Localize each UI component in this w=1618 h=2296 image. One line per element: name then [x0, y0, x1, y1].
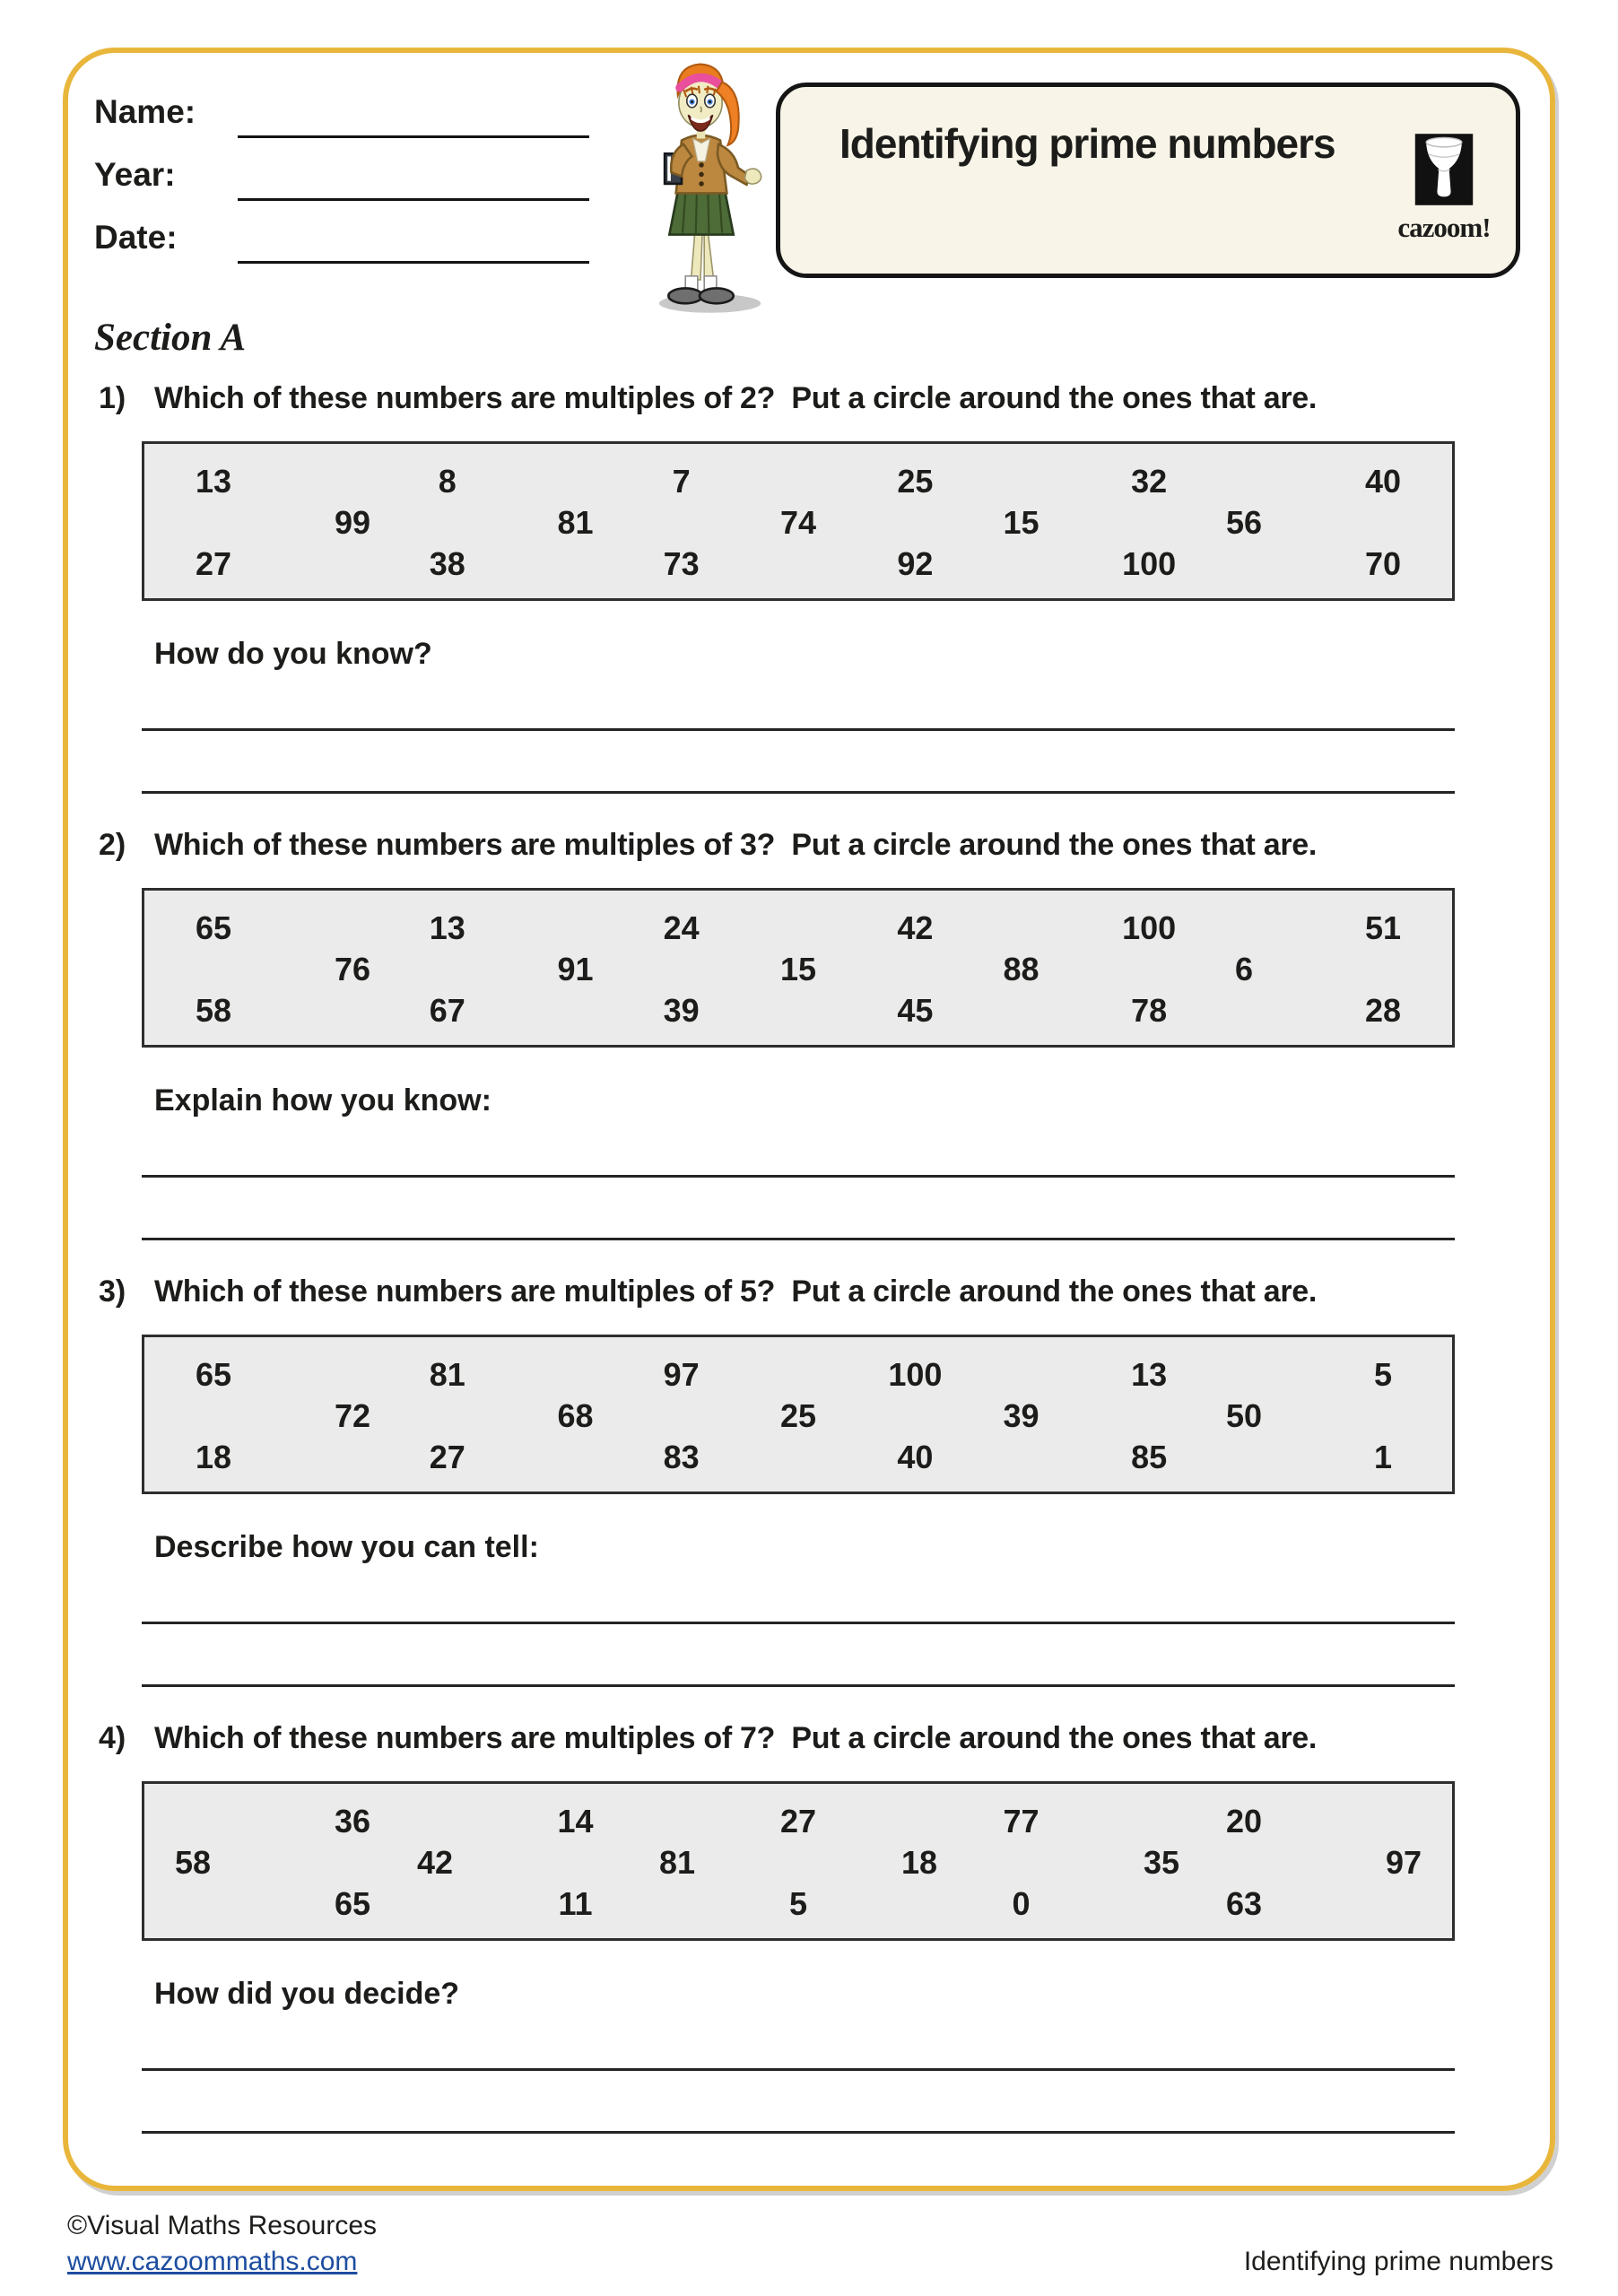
- grid-number[interactable]: 20: [1225, 1803, 1263, 1839]
- grid-number[interactable]: 27: [779, 1803, 817, 1839]
- question-1-number: 1): [99, 381, 126, 415]
- question-3-heading: [99, 1274, 1455, 1309]
- number-row: [144, 1354, 1452, 1396]
- grid-number[interactable]: 39: [663, 992, 700, 1029]
- schoolgirl-illustration: [625, 54, 776, 322]
- question-4-number: 4): [99, 1721, 126, 1755]
- grid-number[interactable]: 40: [1364, 463, 1401, 500]
- grid-number[interactable]: 72: [334, 1397, 371, 1434]
- grid-number[interactable]: 63: [1225, 1885, 1263, 1922]
- grid-number[interactable]: 85: [1131, 1439, 1168, 1475]
- question-2-heading: [99, 827, 1455, 863]
- date-field-row: [94, 219, 589, 282]
- question-4-number-grid: [142, 1781, 1455, 1941]
- grid-number[interactable]: 7: [672, 463, 691, 500]
- number-row: [144, 502, 1452, 544]
- question-3-number: 3): [99, 1274, 126, 1309]
- grid-number[interactable]: 15: [779, 951, 817, 987]
- question-block-4: [99, 1720, 1455, 2134]
- grid-number[interactable]: 32: [1131, 463, 1168, 500]
- grid-number[interactable]: 25: [779, 1397, 817, 1434]
- grid-number[interactable]: 97: [1385, 1844, 1422, 1881]
- grid-number[interactable]: 18: [900, 1844, 938, 1881]
- grid-number[interactable]: 24: [663, 909, 700, 946]
- question-1-number-grid: [142, 441, 1455, 601]
- grid-number[interactable]: 99: [334, 504, 371, 541]
- date-label: Date:: [94, 219, 178, 256]
- question-3-prompt: Describe how you can tell:: [154, 1530, 539, 1564]
- grid-number[interactable]: 0: [1012, 1885, 1031, 1922]
- grid-number[interactable]: 38: [429, 545, 465, 582]
- grid-number[interactable]: 13: [1131, 1356, 1168, 1393]
- answer-line[interactable]: [142, 1238, 1455, 1240]
- year-input-line[interactable]: [238, 157, 589, 201]
- footer-document-title: Identifying prime numbers: [1243, 2247, 1553, 2276]
- question-2-text: Which of these numbers are multiples of 3? Put a circle around the ones that are.: [154, 828, 1318, 862]
- grid-number[interactable]: 15: [1003, 504, 1040, 541]
- footer-left: [67, 2208, 377, 2280]
- grid-number[interactable]: 51: [1364, 909, 1401, 946]
- question-3-text: Which of these numbers are multiples of 5? Put a circle around the ones that are.: [154, 1274, 1318, 1309]
- cazoom-drum-logo-icon: [1412, 134, 1476, 205]
- grid-number[interactable]: 14: [557, 1803, 594, 1839]
- grid-number[interactable]: 50: [1225, 1397, 1263, 1434]
- answer-line[interactable]: [142, 2068, 1455, 2071]
- grid-number[interactable]: 27: [429, 1439, 465, 1475]
- question-2-prompt: Explain how you know:: [154, 1083, 491, 1118]
- copyright-text: ©Visual Maths Resources: [67, 2211, 378, 2240]
- worksheet-title: Identifying prime numbers: [839, 120, 1335, 167]
- question-block-2: [99, 827, 1455, 1240]
- grid-number[interactable]: 91: [557, 951, 594, 987]
- schoolgirl-icon: [625, 54, 776, 317]
- section-heading: Section A: [94, 317, 247, 359]
- grid-number[interactable]: 100: [1122, 545, 1177, 582]
- grid-number[interactable]: 39: [1003, 1397, 1040, 1434]
- questions-area: [99, 380, 1455, 2167]
- question-1-text: Which of these numbers are multiples of 2? Put a circle around the ones that are.: [154, 381, 1318, 415]
- grid-number[interactable]: 1: [1373, 1439, 1392, 1475]
- grid-number[interactable]: 68: [557, 1397, 594, 1434]
- title-panel: [776, 83, 1520, 278]
- grid-number[interactable]: 65: [195, 909, 232, 946]
- number-row: [144, 949, 1452, 990]
- grid-number[interactable]: 56: [1225, 504, 1263, 541]
- grid-number[interactable]: 5: [1373, 1356, 1392, 1393]
- grid-number[interactable]: 27: [195, 545, 232, 582]
- grid-number[interactable]: 11: [558, 1885, 593, 1922]
- grid-number[interactable]: 36: [334, 1803, 371, 1839]
- question-1-heading: [99, 380, 1455, 416]
- grid-number[interactable]: 65: [334, 1885, 371, 1922]
- name-input-line[interactable]: [238, 94, 589, 138]
- grid-number[interactable]: 65: [195, 1356, 232, 1393]
- grid-number[interactable]: 13: [195, 463, 232, 500]
- cazoom-logo-text: cazoom!: [1397, 212, 1491, 243]
- number-row: [144, 990, 1452, 1031]
- grid-number[interactable]: 74: [779, 504, 817, 541]
- grid-number[interactable]: 40: [897, 1439, 934, 1475]
- grid-number[interactable]: 92: [897, 545, 934, 582]
- answer-line[interactable]: [142, 1175, 1455, 1178]
- number-row: [144, 908, 1452, 949]
- number-row: [144, 544, 1452, 585]
- number-row: [144, 1801, 1452, 1842]
- grid-number[interactable]: 70: [1364, 545, 1401, 582]
- answer-line[interactable]: [142, 1684, 1455, 1687]
- number-row: [144, 461, 1452, 502]
- answer-line[interactable]: [142, 728, 1455, 731]
- grid-number[interactable]: 78: [1131, 992, 1168, 1029]
- grid-number[interactable]: 6: [1234, 951, 1254, 987]
- question-block-3: [99, 1274, 1455, 1687]
- grid-number[interactable]: 81: [429, 1356, 465, 1393]
- question-4-heading: [99, 1720, 1455, 1756]
- grid-number[interactable]: 18: [195, 1439, 232, 1475]
- answer-line[interactable]: [142, 2131, 1455, 2134]
- number-row: [144, 1437, 1452, 1478]
- question-1-prompt: How do you know?: [154, 637, 432, 671]
- question-2-number-grid: [142, 888, 1455, 1048]
- question-4-text: Which of these numbers are multiples of 7? Put a circle around the ones that are.: [154, 1721, 1318, 1755]
- number-row: [144, 1842, 1452, 1883]
- grid-number[interactable]: 100: [888, 1356, 943, 1393]
- grid-number[interactable]: 58: [174, 1844, 212, 1881]
- grid-number[interactable]: 28: [1364, 992, 1401, 1029]
- grid-number[interactable]: 35: [1143, 1844, 1180, 1881]
- grid-number[interactable]: 83: [663, 1439, 700, 1475]
- grid-number[interactable]: 100: [1122, 909, 1177, 946]
- question-block-1: [99, 380, 1455, 794]
- question-2-number: 2): [99, 828, 126, 862]
- grid-number[interactable]: 77: [1003, 1803, 1040, 1839]
- number-row: [144, 1883, 1452, 1925]
- grid-number[interactable]: 97: [663, 1356, 700, 1393]
- grid-number[interactable]: 76: [334, 951, 371, 987]
- date-input-line[interactable]: [238, 220, 589, 264]
- website-link[interactable]: www.cazoommaths.com: [67, 2247, 358, 2276]
- name-field-row: [94, 93, 589, 156]
- grid-number[interactable]: 67: [429, 992, 465, 1029]
- answer-line[interactable]: [142, 1622, 1455, 1624]
- year-field-row: [94, 156, 589, 219]
- year-label: Year:: [94, 156, 176, 193]
- number-row: [144, 1396, 1452, 1437]
- cazoom-logo: [1387, 134, 1501, 244]
- grid-number[interactable]: 58: [195, 992, 232, 1029]
- grid-number[interactable]: 81: [658, 1844, 696, 1881]
- grid-number[interactable]: 42: [897, 909, 934, 946]
- question-3-number-grid: [142, 1335, 1455, 1494]
- grid-number[interactable]: 73: [663, 545, 700, 582]
- grid-number[interactable]: 45: [897, 992, 934, 1029]
- grid-number[interactable]: 25: [897, 463, 934, 500]
- grid-number[interactable]: 8: [438, 463, 457, 500]
- grid-number[interactable]: 5: [788, 1885, 808, 1922]
- student-info-fields: [94, 93, 589, 282]
- grid-number[interactable]: 88: [1003, 951, 1040, 987]
- name-label: Name:: [94, 93, 196, 130]
- grid-number[interactable]: 13: [429, 909, 465, 946]
- answer-line[interactable]: [142, 791, 1455, 794]
- grid-number[interactable]: 81: [557, 504, 594, 541]
- grid-number[interactable]: 42: [416, 1844, 454, 1881]
- question-4-prompt: How did you decide?: [154, 1977, 460, 2011]
